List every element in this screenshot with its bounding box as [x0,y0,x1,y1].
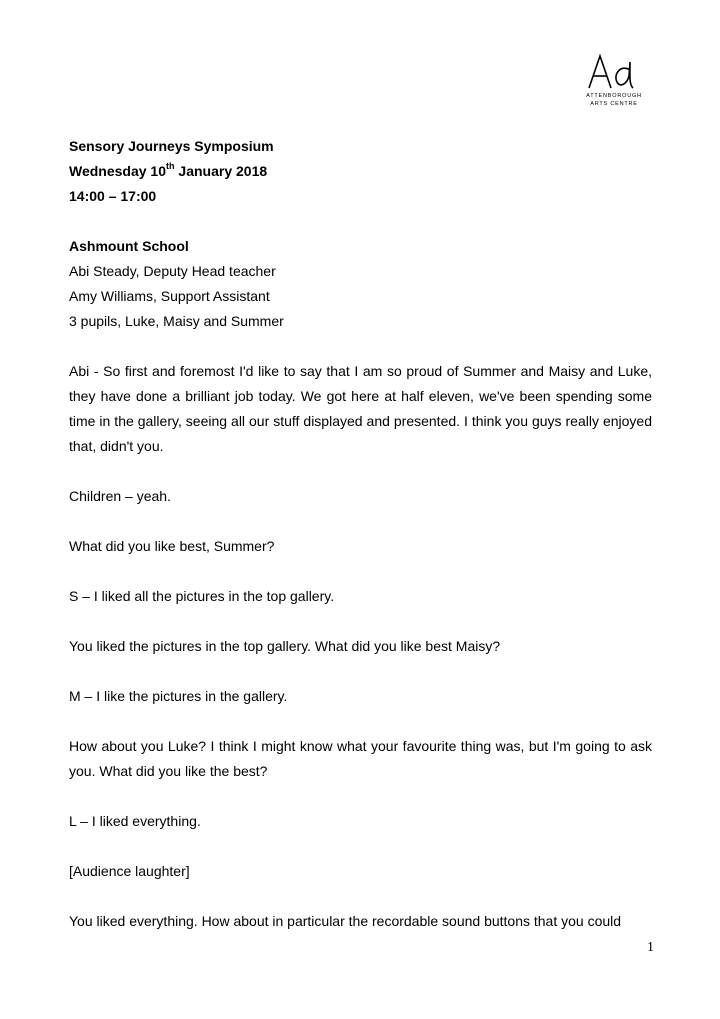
transcript-paragraph: What did you like best, Summer? [69,538,275,554]
event-date-day: Wednesday 10 [69,163,167,179]
transcript-paragraph: You liked everything. How about in particular the recordable sound buttons that you could [69,913,622,929]
transcript-paragraph: S – I liked all the pictures in the top gallery. [69,588,335,604]
logo-wordmark [583,92,645,108]
transcript-paragraph: Abi - So first and foremost I'd like to say that I am so proud of Summer and Maisy and Luke, they have done a brilliant job today. We got here at half eleven, we've been spending some time in the gallery, seeing all our stuff displayed and presented. I think you guys really enjoyed that, didn't you. [69,363,652,454]
event-date-month-year: January 2018 [174,163,268,179]
attendee-line: 3 pupils, Luke, Maisy and Summer [69,313,284,329]
transcript-paragraph: Children – yeah. [69,488,171,504]
event-date-ordinal: th [166,161,175,172]
transcript-paragraph: You liked the pictures in the top gallery. What did you like best Maisy? [69,638,501,654]
attenborough-logo [583,50,645,112]
event-date [69,159,652,184]
attendee-line: Abi Steady, Deputy Head teacher [69,263,276,279]
attenborough-logo-mark [583,50,645,92]
attendee-line: Amy Williams, Support Assistant [69,288,270,304]
logo-line-1: ATTENBOROUGH [586,93,642,99]
page-number: 1 [647,940,654,955]
logo-line-2: ARTS CENTRE [590,101,638,107]
transcript-paragraph: M – I like the pictures in the gallery. [69,688,288,704]
transcript-paragraph: [Audience laughter] [69,863,190,879]
transcript-paragraph: L – I liked everything. [69,813,201,829]
transcript-paragraph: How about you Luke? I think I might know what your favourite thing was, but I'm going to ask you. What did you like the best? [69,738,652,779]
document-body [69,134,652,934]
event-title: Sensory Journeys Symposium [69,138,274,154]
school-name: Ashmount School [69,238,189,254]
event-time: 14:00 – 17:00 [69,188,157,204]
